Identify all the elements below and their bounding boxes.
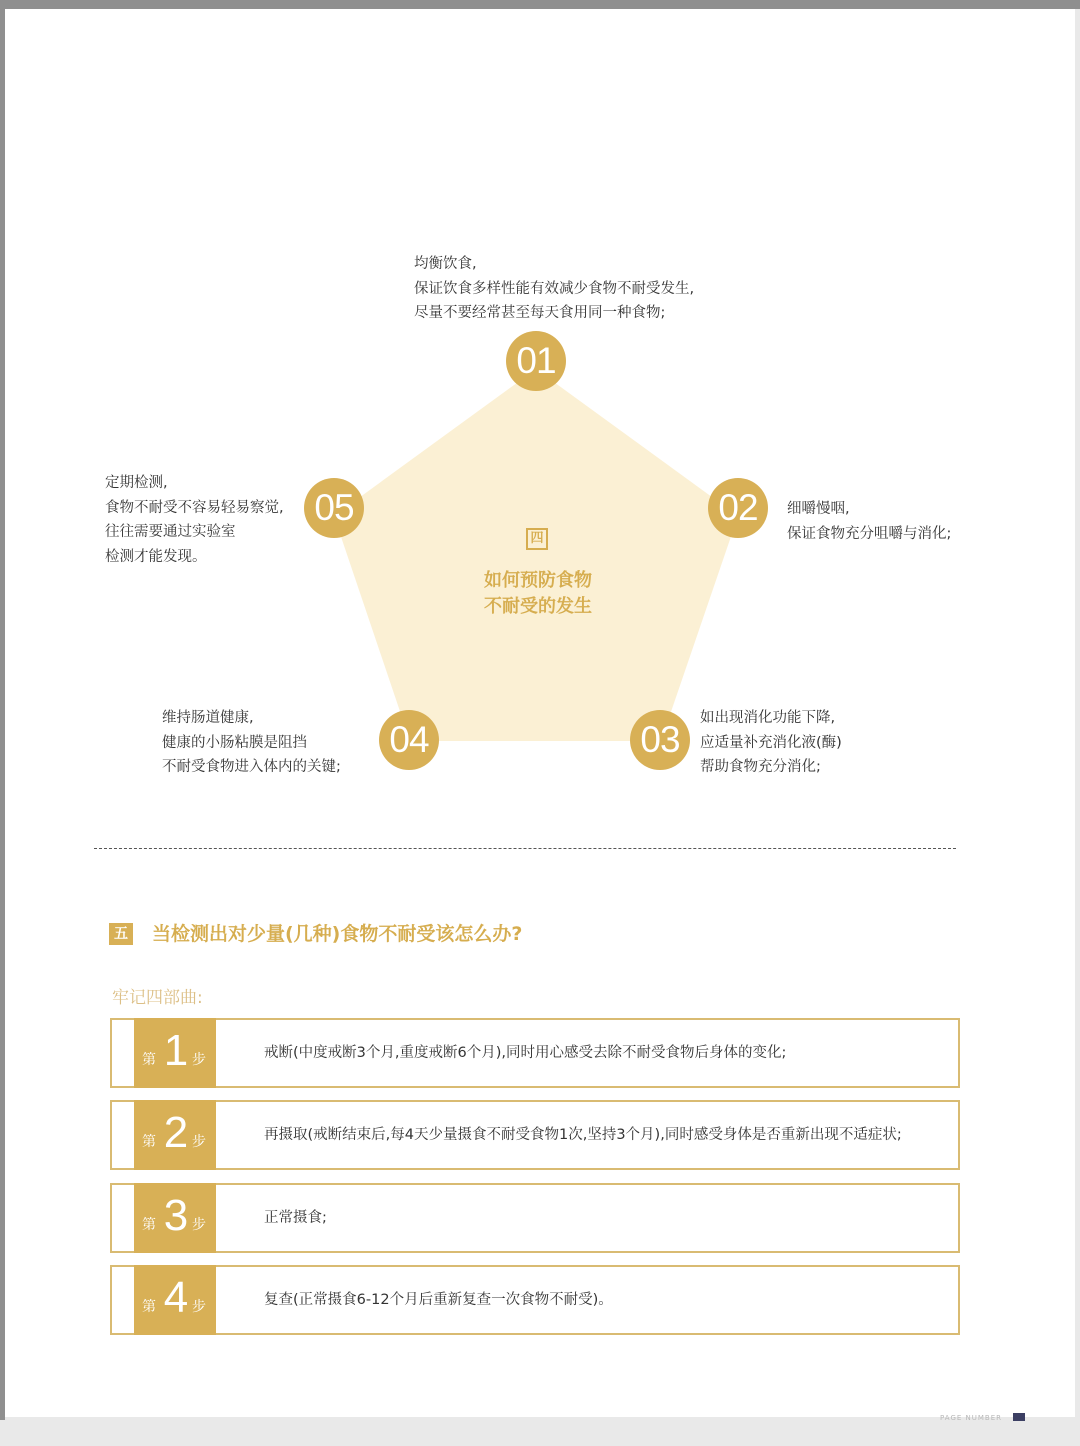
viewer-top-border <box>0 0 1080 9</box>
step-3-label <box>134 1183 216 1253</box>
point-03-number: 03 <box>630 710 690 770</box>
step-3-number: 3 <box>163 1191 189 1240</box>
point-04-number: 04 <box>379 710 439 770</box>
step-1-prefix: 第 <box>142 1052 156 1068</box>
point-03-line-3: 帮助食物充分消化; <box>700 759 821 775</box>
step-4-text: 复查(正常摄食6-12个月后重新复查一次食物不耐受)。 <box>264 1292 613 1308</box>
page-number-label: PAGE NUMBER <box>940 1414 1002 1422</box>
dashed-divider <box>94 848 956 849</box>
section-5-badge: 五 <box>109 923 133 945</box>
step-4-number: 4 <box>163 1273 189 1322</box>
point-03-line-2: 应适量补充消化液(酶) <box>700 734 842 751</box>
document-page <box>5 9 1075 1422</box>
section-4-badge: 四 <box>526 528 548 550</box>
step-2-text: 再摄取(戒断结束后,每4天少量摄食不耐受食物1次,坚持3个月),同时感受身体是否重新出现不适症状; <box>264 1127 902 1143</box>
point-04-text <box>162 706 341 780</box>
step-3-row <box>110 1183 960 1253</box>
point-05-line-2: 食物不耐受不容易轻易察觉, <box>105 499 284 516</box>
point-02-line-2: 保证食物充分咀嚼与消化; <box>787 525 952 542</box>
section-4-title-line-1: 如何预防食物 <box>484 570 592 591</box>
point-05-text <box>105 471 284 569</box>
pentagon-shape <box>334 369 738 741</box>
point-01-text <box>414 252 694 326</box>
step-2-suffix: 步 <box>192 1134 206 1150</box>
step-4-suffix: 步 <box>192 1299 206 1315</box>
page-number-mark <box>1013 1413 1025 1421</box>
step-1-row <box>110 1018 960 1088</box>
step-1-number: 1 <box>163 1026 189 1075</box>
point-05-line-4: 检测才能发现。 <box>105 548 207 565</box>
point-01-line-3: 尽量不要经常甚至每天食用同一种食物; <box>414 305 666 321</box>
step-1-label <box>134 1018 216 1088</box>
point-02-line-1: 细嚼慢咽, <box>787 501 850 517</box>
step-1-text: 戒断(中度戒断3个月,重度戒断6个月),同时用心感受去除不耐受食物后身体的变化; <box>264 1045 787 1061</box>
point-04-line-1: 维持肠道健康, <box>162 710 254 726</box>
point-03-text <box>700 706 842 780</box>
point-01-line-2: 保证饮食多样性能有效减少食物不耐受发生, <box>414 280 695 297</box>
point-02-text <box>787 497 951 546</box>
step-1-suffix: 步 <box>192 1052 206 1068</box>
step-4-row <box>110 1265 960 1335</box>
step-3-text: 正常摄食; <box>264 1210 327 1226</box>
point-04-line-3: 不耐受食物进入体内的关键; <box>162 759 341 775</box>
step-2-prefix: 第 <box>142 1134 156 1150</box>
section-4-title-line-2: 不耐受的发生 <box>484 596 592 617</box>
step-4-prefix: 第 <box>142 1299 156 1315</box>
section-5-title: 当检测出对少量(几种)食物不耐受该怎么办? <box>152 923 523 945</box>
point-01-number: 01 <box>506 331 566 391</box>
section-5-subtitle: 牢记四部曲: <box>112 988 203 1008</box>
point-05-number: 05 <box>304 478 364 538</box>
point-05-line-3: 往往需要通过实验室 <box>105 524 236 540</box>
step-3-suffix: 步 <box>192 1217 206 1233</box>
point-05-line-1: 定期检测, <box>105 475 168 491</box>
step-3-prefix: 第 <box>142 1217 156 1233</box>
section-4-title <box>443 568 633 620</box>
step-2-row <box>110 1100 960 1170</box>
step-4-label <box>134 1265 216 1335</box>
point-04-line-2: 健康的小肠粘膜是阻挡 <box>162 734 307 751</box>
point-02-number: 02 <box>708 478 768 538</box>
step-2-number: 2 <box>163 1108 189 1157</box>
point-03-line-1: 如出现消化功能下降, <box>700 710 836 726</box>
point-01-line-1: 均衡饮食, <box>414 256 477 272</box>
step-2-label <box>134 1100 216 1170</box>
